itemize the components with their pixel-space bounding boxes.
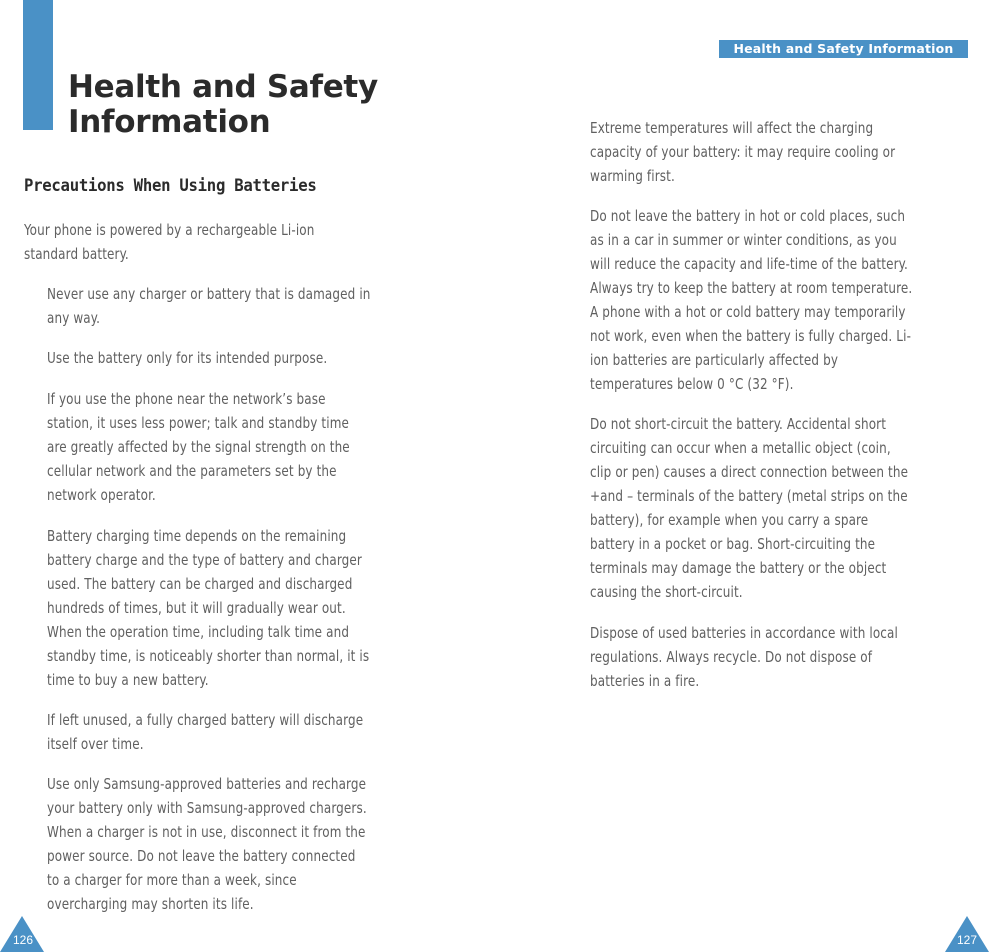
intro-paragraph: Your phone is powered by a rechargeable Li-ion standard battery. (24, 221, 315, 263)
page-number-right: 127 (956, 933, 978, 947)
accent-bar (23, 0, 53, 130)
section-heading: Precautions When Using Batteries (24, 176, 317, 196)
list-item: Battery charging time depends on the remaining battery charge and the type of battery and charger used. The battery can be charged and discharged hundreds of times, but it will gradually wear out. When the operation time, including talk time and standby time, is noticeably shorter than normal, it is time to buy a new battery. (47, 527, 370, 689)
list-item: If left unused, a fully charged battery will discharge itself over time. (47, 711, 364, 753)
page-title-line-1: Health and Safety (68, 69, 378, 105)
page-number-tab-right (945, 916, 989, 952)
list-item: Dispose of used batteries in accordance with local regulations. Always recycle. Do not dispose of batteries in a fire. (590, 624, 898, 690)
page-number-left: 126 (12, 933, 34, 947)
list-item: Do not short-circuit the battery. Accidental short circuiting can occur when a metallic object (coin, clip or pen) causes a direct connection between the +and – terminals of the battery (metal strips on the battery), for example when you carry a spare battery in a pocket or bag. Short-circuiting the terminals may damage the battery or the object causing the short-circuit. (590, 415, 909, 601)
list-item: Use only Samsung-approved batteries and recharge your battery only with Samsung-approved chargers. When a charger is not in use, disconnect it from the power source. Do not leave the battery connected to a charger for more than a week, since overcharging may shorten its life. (47, 775, 367, 913)
list-item: Extreme temperatures will affect the charging capacity of your battery: it may require cooling or warming first. (590, 119, 896, 185)
list-item: Do not leave the battery in hot or cold places, such as in a car in summer or winter conditions, as you will reduce the capacity and life-time of the battery. Always try to keep the battery at room temperature. A phone with a hot or cold battery may temporarily not work, even when the battery is fully charged. Li- ion batteries are particularly affected by temperatures below 0 °C (32 °F). (590, 207, 913, 393)
running-header: Health and Safety Information (719, 40, 968, 58)
list-item: Never use any charger or battery that is damaged in any way. (47, 285, 371, 327)
list-item: If you use the phone near the network’s base station, it uses less power; talk and standby time are greatly affected by the signal strength on the cellular network and the parameters set by the network operator. (47, 390, 350, 504)
page-title (68, 70, 378, 140)
page-number-tab-left (0, 916, 44, 952)
list-item: Use the battery only for its intended purpose. (47, 349, 328, 367)
page-title-line-2: Information (68, 104, 271, 140)
